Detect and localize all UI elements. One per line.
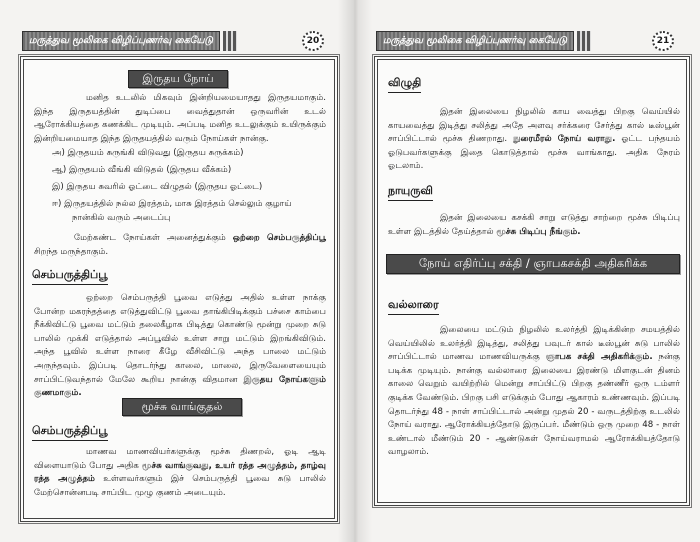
list-item: ஈ) இருதயத்தில் நல்ல இரத்தம், மாசு இரத்தம் செல்லும் குழாய் நான்கில் வரும் அடைப்பு xyxy=(52,199,292,223)
content-box xyxy=(20,56,338,522)
list-item: இ) இருதய சுவரில் ஓட்டை விழுதல் (இருதய ஓட்டை) xyxy=(52,182,263,192)
section-title-banner: நோய் எதிர்ப்பு சக்தி / ஞாபகசக்தி அதிகரிக்க xyxy=(386,254,680,274)
page-number: 21 xyxy=(652,31,674,51)
header-bars-decoration xyxy=(223,31,237,51)
section-title-banner: மூச்சு வாங்குதல் xyxy=(122,398,242,416)
header-title: மருத்துவ மூலிகை விழிப்புணர்வு கையேடு xyxy=(376,31,574,51)
right-page xyxy=(374,30,692,510)
section-paragraph: ஒற்றை செம்பருத்தி பூவை எடுத்து அதில் உள்ள நாக்கு போன்ற மகரந்தத்தை எடுத்துவிட்டு பூவை தாங்கிபிடிக்கும் பச்சை காம்பை நீக்கிவிட்டு பூவை மட்டும் தலைகீழாக பிடித்து கொண்டு மூன்று முறை சுடு பாலில் முக்கி எடுத்தால் அப்பூவில் உள்ள சாறு மட்டும் இறங்கிவிடும். அந்த பூவில் உள்ள நாரை கீழே வீசிவிட்டு அந்த பாலை மட்டும் அருந்தவும். இப்படி தொடர்ந்து காலை, மாலை, இருவேளையையும் சாப்பிட்டுவந்தால் மேலே கூறிய நான்கு விதமான இருதய நோய்களும் குணமாகும். xyxy=(34,293,326,399)
header-bars-decoration xyxy=(577,31,591,51)
list-item: அ) இருதயம் சுருங்கி விடுவது (இருதய சுருக்கம்) xyxy=(52,148,244,158)
page-header xyxy=(22,30,237,52)
intro-paragraph: மனித உடலில் மிகவும் இன்றியமையாதது இருதயமாகும். இந்த இருதயத்தின் துடிப்பை வைத்துதான் ஒருவரின் உடல் ஆரோக்கியத்தை கணக்கிட முடியும். அப்படி மனித உடலுக்கும் உயிருக்கும் இன்றியமையாத இந்த இருதயத்தில் வரும் நோய்கள் நான்கு. xyxy=(34,93,326,144)
page-header xyxy=(376,30,591,52)
list-item: ஆ) இருதயம் வீங்கி விடுதல் (இருதய வீக்கம்) xyxy=(52,165,232,175)
section-heading: வல்லாரை xyxy=(388,298,439,315)
section-paragraph: இதன் இலையை நிழலில் காய வைத்து பிறகு வெய்யில் காயவைத்து இடித்து சலித்து அதே அளவு சர்க்கரை சேர்த்து கால் டீஸ்பூன் சாப்பிட்டால் மூச்சு திணறாது. நுரைமீரல் நோய் வராது. ஓட்ட பந்தயம் ஓடுபவர்களுக்கு இதை கொடுத்தால் மூச்சு வாங்காது. அதிக நேரம் ஓடலாம். xyxy=(388,107,680,172)
left-page xyxy=(20,30,338,525)
section-title-banner: இருதய நோய் xyxy=(128,70,228,88)
page-number: 20 xyxy=(302,31,324,51)
section-heading: விழுதி xyxy=(388,76,421,93)
header-title: மருத்துவ மூலிகை விழிப்புணர்வு கையேடு xyxy=(22,31,220,51)
book-gutter xyxy=(338,0,372,542)
section-heading: செம்பருத்திப்பூ xyxy=(32,424,108,441)
section-heading: செம்பருத்திப்பூ xyxy=(32,268,108,285)
summary-paragraph: மேற்கண்ட நோய்கள் அனைத்துக்கும் ஒற்றை செம்பருத்திப்பூ சிறந்த மருந்தாகும். xyxy=(34,233,327,257)
section-paragraph: இதன் இலையை கசக்கி சாறு எடுத்து சாற்றை மூச்சு பிடிப்பு உள்ள இடத்தில் தேய்த்தால் மூச்சு பிடிப்பு நீங்கும். xyxy=(388,213,680,237)
section-paragraph: மாணவ மாணவியர்களுக்கு மூச்சு திணறல், ஓடி ஆடி விளையாடும் போது அதிக மூச்சு வாங்குவது, உயர் ரத்த அழுத்தம், தாழ்வு ரத்த அழுத்தம் உள்ளவர்களும் இச் செம்பருத்தி பூவை சுடு பாலில் மேற்சொன்னபடி சாப்பிட முழு குணம் அடையும். xyxy=(34,447,326,498)
section-heading: நாயுருவி xyxy=(388,184,433,201)
section-paragraph: இலையை மட்டும் நிழலில் உலர்த்தி இடிக்கின்ற சமயத்தில் வெய்யிலில் உலர்த்தி இடித்து, சலித்து பவுடர் கால் டீஸ்பூன் சுடு பாலில் சாப்பிட்டால் மாணவ மாணவியருக்கு ஞாபக சக்தி அதிகரிக்கும். நன்கு படிக்க முடியும். நான்கு வல்லாரை இலையை இரண்டு மிளகுடன் தினம் காலை வெறும் வயிற்றில் மென்று சாப்பிட்டு பிறகு தண்ணீர் ஒரு டம்ளர் குடிக்க வேண்டும். பிறகு பசி எடுக்கும் போது ஆகாரம் உண்ணவும். இப்படி தொடர்ந்து 48 - நாள் சாப்பிட்டால் அன்று முதல் 20 - வருடத்திற்கு உடலில் நோய் வராது. ஆரோக்கியத்தோடு இருப்பர். மீண்டும் ஒரு முறை 48 - நாள் உண்டால் மீண்டும் 20 - ஆண்டுகள் நோய்வராமல் ஆரோக்கியத்தோடு வாழலாம். xyxy=(388,325,680,458)
content-box xyxy=(374,56,690,506)
